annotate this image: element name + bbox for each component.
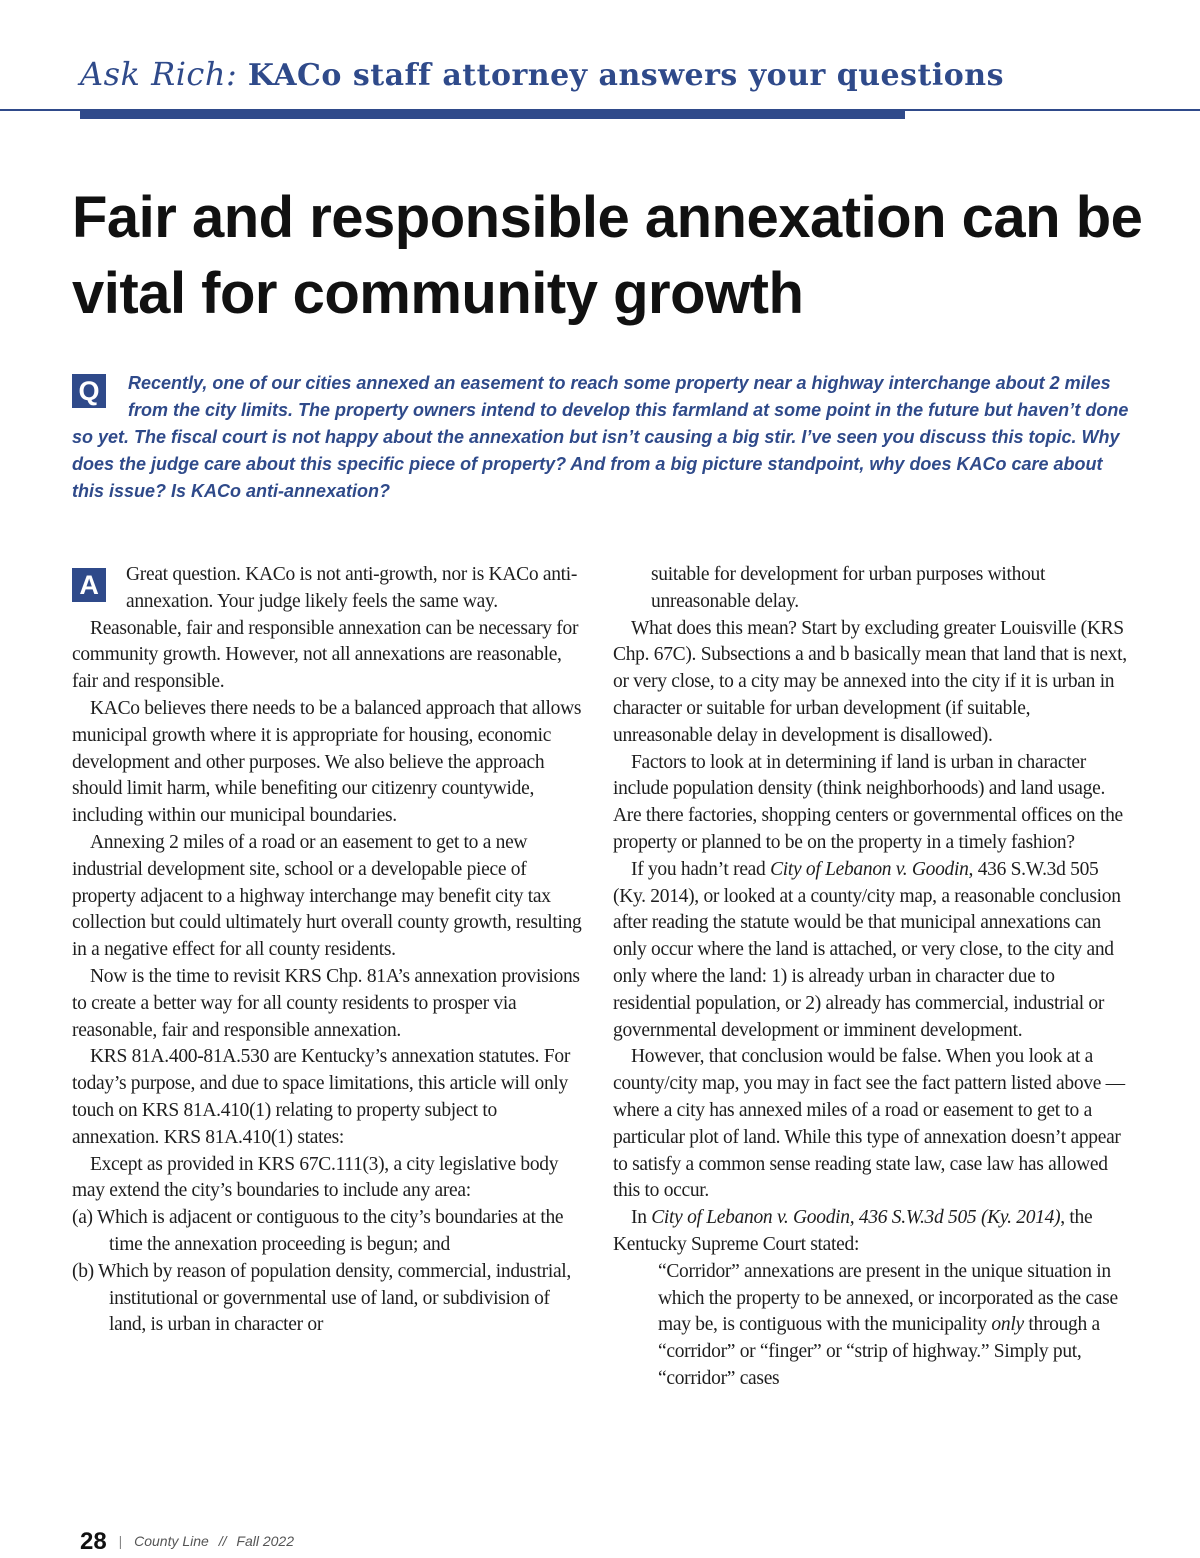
- page-number: 28: [80, 1528, 107, 1555]
- body-paragraph: KACo believes there needs to be a balanced approach that allows municipal growth where it is appropriate for housing, economic development and other purposes. We also believe the approach should limit harm, while benefiting our citizenry countywide, including within our municipal boundaries.: [72, 697, 582, 827]
- body-paragraph: [613, 857, 1133, 1045]
- statute-quote: Except as provided in KRS 67C.111(3), a city legislative body may extend the city’s boundaries to include any area:: [72, 1153, 559, 1202]
- statute-item-b: (b) Which by reason of population density, commercial, industrial, institutional or governmental use of land, or subdivision of land, is urban in character or: [72, 1260, 571, 1336]
- text-run: “Corridor” annexations are present in the unique situation in which the property to be annexed, or incorporated as the case may be, is contiguous with the municipality: [658, 1260, 1118, 1336]
- masthead: [80, 55, 1120, 93]
- text-run: 436 S.W.3d 505 (Ky. 2014), or looked at a county/city map, a reasonable conclusion after reading the statute would be that municipal annexations can only occur where the land is attached, or very close, to the city and only where the land: 1) is already urban in character due to residential population, or 2) already has commercial, industrial or governmental development or imminent development.: [613, 858, 1121, 1041]
- footer-separator: |: [118, 1533, 123, 1549]
- body-paragraph: KRS 81A.400-81A.530 are Kentucky’s annexation statutes. For today’s purpose, and due to space limitations, this article will only touch on KRS 81A.410(1) relating to property subject to annexation. KRS 81A.410(1) states:: [72, 1046, 571, 1148]
- answer-column-left: [72, 562, 587, 1339]
- publication-name: County Line: [134, 1533, 209, 1549]
- question-text: Recently, one of our cities annexed an easement to reach some property near a highway interchange about 2 miles from the city limits. The property owners intend to develop this farmland at some point in the future but haven’t done so yet. The fiscal court is not happy about the annexation but isn’t causing a big stir. I’ve seen you discuss this topic. Why does the judge care about this specific piece of property? And from a big picture standpoint, why does KACo care about this issue? Is KACo anti-annexation?: [72, 373, 1129, 501]
- case-citation: City of Lebanon v. Goodin,: [770, 858, 974, 880]
- court-quote: [613, 1259, 1133, 1393]
- text-run: In: [631, 1207, 652, 1229]
- emphasis: only: [991, 1314, 1024, 1336]
- body-paragraph: Now is the time to revisit KRS Chp. 81A’s annexation provisions to create a better way for all county residents to prosper via reasonable, fair and responsible annexation.: [72, 965, 580, 1041]
- body-paragraph: Reasonable, fair and responsible annexation can be necessary for community growth. However, not all annexations are reasonable, fair and responsible.: [72, 617, 579, 693]
- answer-paragraph: [72, 562, 587, 616]
- masthead-title: KACo staff attorney answers your questions: [247, 58, 1004, 93]
- answer-column-right: [613, 562, 1133, 1393]
- text-run: , the Kentucky Supreme Court stated:: [613, 1207, 1093, 1255]
- body-paragraph: [613, 1205, 1133, 1259]
- body-paragraph: What does this mean? Start by excluding greater Louisville (KRS Chp. 67C). Subsections a and b basically mean that land that is next, or very close, to a city may be annexed into the city if it is urban in character or suitable for urban development (if suitable, unreasonable delay in development is disallowed).: [613, 617, 1127, 746]
- case-citation: City of Lebanon v. Goodin, 436 S.W.3d 505 (Ky. 2014): [651, 1207, 1061, 1229]
- body-paragraph: Annexing 2 miles of a road or an easement to get to a new industrial development site, school or a developable piece of property adjacent to a highway interchange may benefit city tax collection but could ultimately hurt overall county growth, resulting in a negative effect for all county residents.: [72, 831, 582, 961]
- answer-badge: A: [72, 568, 106, 602]
- body-paragraph: Factors to look at in determining if land is urban in character include population density (think neighborhoods) and land usage. Are there factories, shopping centers or governmental offices on the property or planned to be on the property in a timely fashion?: [613, 751, 1123, 853]
- article-headline: Fair and responsible annexation can be vital for community growth: [72, 185, 1143, 326]
- body-paragraph: However, that conclusion would be false. When you look at a county/city map, you may in fact see the fact pattern listed above — where a city has annexed miles of a road or easement to get to a particular plot of land. While this type of annexation doesn’t appear to satisfy a common sense reading state law, case law has allowed this to occur.: [613, 1046, 1125, 1202]
- footer-divider: //: [218, 1533, 227, 1549]
- question-block: [72, 370, 1132, 505]
- statute-item-a: (a) Which is adjacent or contiguous to the city’s boundaries at the time the annexation proceeding is begun; and: [72, 1207, 564, 1255]
- issue-label: Fall 2022: [236, 1533, 294, 1549]
- masthead-bar: [80, 110, 905, 119]
- text-run: through a “corridor” or “finger” or “strip of highway.” Simply put, “corridor” cases: [658, 1314, 1100, 1389]
- answer-text: Great question. KACo is not anti-growth, nor is KACo anti-annexation. Your judge likely feels the same way.: [126, 564, 578, 612]
- statute-item-b-continued: suitable for development for urban purposes without unreasonable delay.: [651, 564, 1046, 612]
- page-footer: [80, 1528, 294, 1556]
- masthead-lead: Ask Rich:: [80, 55, 238, 93]
- text-run: If you hadn’t read: [631, 858, 771, 880]
- question-badge: Q: [72, 374, 106, 408]
